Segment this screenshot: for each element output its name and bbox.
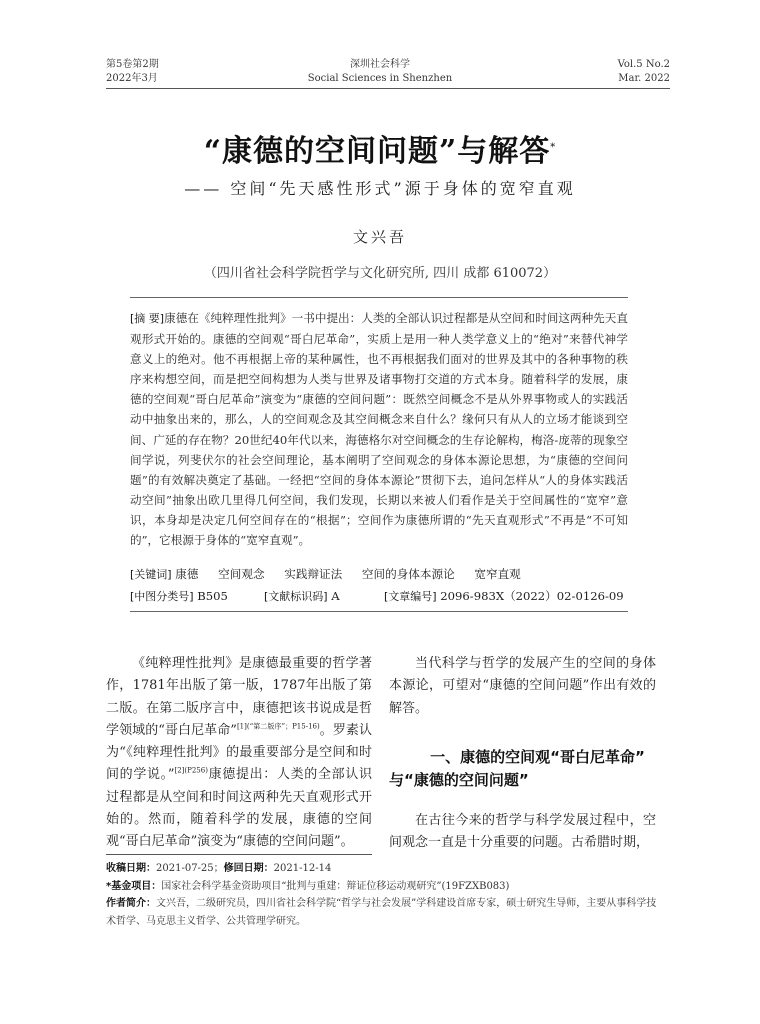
abstract <box>130 308 628 550</box>
doc-value: A <box>331 589 340 603</box>
keyword: 空间观念 <box>218 567 265 581</box>
footnotes <box>106 860 666 930</box>
header-rule <box>106 88 670 89</box>
journal-issue-info-en <box>618 58 670 86</box>
volume-issue-en: Vol.5 No.2 <box>617 59 670 70</box>
article-title <box>100 126 660 170</box>
keyword: 宽窄直观 <box>474 567 521 581</box>
issue-date-en: Mar. 2022 <box>618 73 670 84</box>
citation: [1](“第二版序”；P15-16) <box>236 722 320 731</box>
abstract-top-rule <box>130 297 628 298</box>
received-date: 2021-07-25； <box>156 863 224 874</box>
fund-label: *基金项目： <box>106 880 162 892</box>
fund-text: 国家社会科学基金资助项目“批判与重建：辩证位移运动观研究”(19FZXB083) <box>161 880 510 892</box>
author-bio-footnote <box>106 895 666 930</box>
journal-issue-info <box>106 58 159 86</box>
body-column-right <box>389 653 656 854</box>
doc-label: [文献标识码] <box>264 590 328 603</box>
clc-code <box>130 587 264 606</box>
dates-footnote <box>106 860 666 878</box>
clc-value: B505 <box>197 589 228 603</box>
paragraph-text: 《纯粹理性批判》是康德最重要的哲学著作，1781年出版了第一版，1787年出版了第二版。在第二版序言中，康德把该书说成是哲学领域的“哥白尼革命” <box>106 656 372 738</box>
article-number-value: 2096-983X（2022）02-0126-09 <box>440 589 624 603</box>
author-affiliation: （四川省社会科学院哲学与文化研究所, 四川 成都 610072） <box>203 266 557 281</box>
abstract-text: 康德在《纯粹理性批判》一书中提出：人类的全部认识过程都是从空间和时间这两种先天直观形式开始的。康德的空间观“哥白尼革命”，实质上是用一种人类学意义上的“绝对”来替代神学意义上的绝对。他不再根据上帝的某种属性，也不再根据我们面对的世界及其中的各种事物的秩序来构想空间，而是把空间构想为人类与世界及诸事物打交道的方式本身。随着科学的发展，康德的空间观“哥白尼革命”演变为“康德的空间问题”：既然空间概念不是从外界事物或人的实践活动中抽象出来的，那么，人的空间观念及其空间概念来自什么？缘何只有从人的立场才能谈到空间、广延的存在物？20世纪40年代以来，海德格尔对空间概念的生存论解构，梅洛-庞蒂的现象空间学说，列斐伏尔的社会空间理论，基本阐明了空间观念的身体本源论思想，为“康德的空间问题”的有效解决奠定了基础。一经把“空间的身体本源论”贯彻下去，追问怎样从“人的身体实践活动空间”抽象出欧几里得几何空间，我们发现，长期以来被人们看作是关于空间属性的“宽窄”意识，本身却是决定几何空间存在的“根据”；空间作为康德所谓的“先天直观形式”不再是“不可知的”，它根源于身体的“宽窄直观”。 <box>130 311 628 548</box>
keywords <box>130 565 628 584</box>
article-title-text: “康德的空间问题”与解答 <box>203 134 551 169</box>
doc-code <box>264 587 384 606</box>
keywords-label: [关键词] <box>130 568 172 581</box>
revised-label: 修回日期： <box>223 863 274 874</box>
abstract-label: [摘 要] <box>130 312 165 325</box>
issue-date: 2022年3月 <box>106 73 158 84</box>
revised-date: 2021-12-14 <box>273 863 332 874</box>
journal-name-cn: 深圳社会科学 <box>350 59 410 70</box>
body-paragraph <box>106 653 372 854</box>
keyword: 空间的身体本源论 <box>361 567 455 581</box>
clc-label: [中图分类号] <box>130 590 194 603</box>
section-heading-line2: 与“康德的空间问题” <box>389 770 529 789</box>
section-heading <box>389 746 656 792</box>
abstract-bottom-rule <box>130 611 628 612</box>
article-number-label: [文章编号] <box>384 590 437 603</box>
section-heading-line1: 一、康德的空间观“哥白尼革命” <box>430 747 645 766</box>
author-bio-text: 文兴吾，二级研究员，四川省社会科学院“哲学与社会发展”学科建设首席专家，硕士研究生导师，主要从事科学技术哲学、马克思主义哲学、公共管理学研究。 <box>106 898 657 927</box>
journal-name <box>280 58 480 86</box>
article-subtitle: —— 空间“先天感性形式”源于身体的宽窄直观 <box>184 179 576 198</box>
body-column-left <box>106 653 372 854</box>
footnote-rule <box>106 854 372 855</box>
fund-footnote <box>106 878 666 896</box>
journal-name-en: Social Sciences in Shenzhen <box>307 73 453 84</box>
volume-issue: 第5卷第2期 <box>106 59 159 70</box>
citation: [2](P256) <box>174 767 208 776</box>
keyword: 实践辩证法 <box>284 567 343 581</box>
body-paragraph: 在古往今来的哲学与科学发展过程中，空间观念一直是十分重要的问题。古希腊时期， <box>389 812 656 851</box>
body-paragraph: 当代科学与哲学的发展产生的空间的身体本源论，可望对“康德的空间问题”作出有效的解答。 <box>389 656 656 716</box>
keyword: 康德 <box>175 567 199 581</box>
article-number <box>384 587 624 606</box>
paragraph-text: 康德提出：人类的全部认识过程都是从空间和时间这两种先天直观形式开始的。然而，随着科学的发展，康德的空间观“哥白尼革命”演变为“康德的空间问题”。 <box>106 767 372 850</box>
received-label: 收稿日期： <box>106 863 156 874</box>
author-name: 文兴吾 <box>352 228 407 246</box>
paragraph-text: 。罗素认为“《纯粹理性批判》的最重要部分是空间和时间的学说。” <box>106 722 372 783</box>
classification-row <box>130 587 628 606</box>
title-footnote-mark: * <box>550 142 557 153</box>
author-bio-label: 作者简介： <box>106 898 156 909</box>
